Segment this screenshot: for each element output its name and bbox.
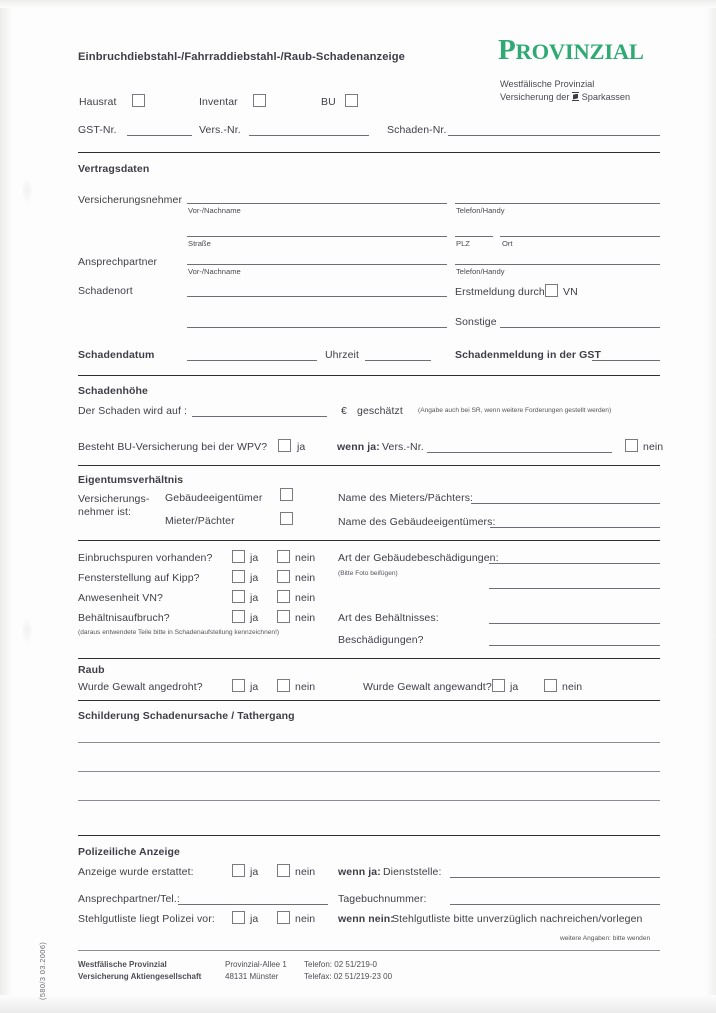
label-einbruchspuren-ja: ja: [250, 552, 259, 564]
field-schaden-nr[interactable]: [448, 135, 660, 136]
label-fensterstellung-nein: nein: [295, 572, 316, 584]
label-gewalt-angedroht-nein: nein: [295, 681, 316, 693]
checkbox-behaeltnisaufbruch-ja[interactable]: [232, 610, 245, 623]
checkbox-anwesenheit-vn-nein[interactable]: [277, 590, 290, 603]
field-name-mieter[interactable]: [471, 503, 660, 504]
question-einbruchspuren: Einbruchspuren vorhanden?: [78, 552, 213, 564]
field-label-schaden-nr: Schaden-Nr.: [387, 124, 447, 136]
question-gewalt-angedroht: Wurde Gewalt angedroht?: [78, 681, 203, 693]
checkbox-gebaeudeeigentuemer[interactable]: [280, 488, 293, 501]
footer-phone: Telefon: 02 51/219-0: [304, 960, 377, 969]
field-label-gst-nr: GST-Nr.: [78, 124, 117, 136]
label-mieter-paechter: Mieter/Pächter: [165, 515, 235, 527]
logo-wordmark: ROVINZIAL: [515, 39, 644, 64]
field-dienststelle[interactable]: [450, 877, 660, 878]
label-gewalt-angewandt-ja: ja: [510, 681, 519, 693]
footer-address-line2: 48131 Münster: [225, 972, 279, 981]
label-anwesenheit-vn-ja: ja: [250, 592, 259, 604]
field-label-vers-nr: Vers.-Nr.: [199, 124, 241, 136]
form-code: (580/3 03.2006): [38, 941, 47, 1000]
field-vn-telefon[interactable]: [455, 203, 660, 204]
note-schadenhoehe: (Angabe auch bei SR, wenn weitere Forderungen gestellt werden): [418, 407, 612, 414]
label-wenn-nein: wenn nein:: [338, 913, 394, 925]
field-schadenmeldung-gst[interactable]: [592, 360, 660, 361]
checkbox-label-bu: BU: [321, 96, 336, 108]
checkbox-anzeige-erstattet-nein[interactable]: [277, 864, 290, 877]
hint-vn-ort: Ort: [502, 239, 513, 248]
field-schadenort-2[interactable]: [187, 327, 447, 328]
label-sonstige: Sonstige: [455, 316, 497, 328]
section-heading-schilderung: Schilderung Schadenursache / Tathergang: [78, 710, 295, 722]
label-behaeltnisaufbruch-ja: ja: [250, 612, 259, 624]
divider-eigentumsverhaeltnis: [78, 540, 660, 541]
field-schadendatum[interactable]: [187, 360, 317, 361]
label-tagebuchnummer: Tagebuchnummer:: [338, 893, 427, 905]
field-ap-telefon[interactable]: [455, 264, 660, 265]
label-vn-ist-line2: nehmer ist:: [78, 506, 132, 518]
divider-einbruch: [78, 658, 660, 659]
divider-footer: [78, 950, 660, 951]
label-gewalt-angedroht-ja: ja: [250, 681, 259, 693]
checkbox-gewalt-angedroht-ja[interactable]: [232, 679, 245, 692]
hint-vn-name: Vor-/Nachname: [188, 206, 241, 215]
checkbox-bu-versicherung-ja[interactable]: [278, 439, 291, 452]
schilderung-line-1[interactable]: [78, 742, 660, 743]
label-anzeige-erstattet-nein: nein: [295, 866, 316, 878]
label-schadenmeldung-gst: Schadenmeldung in der GST: [455, 349, 602, 361]
divider-raub: [78, 700, 660, 701]
question-anwesenheit-vn: Anwesenheit VN?: [78, 592, 163, 604]
field-art-gebaeudebeschaedigungen-1[interactable]: [489, 563, 660, 564]
question-behaeltnisaufbruch: Behältnisaufbruch?: [78, 612, 170, 624]
punch-hole-bottom: [22, 620, 32, 642]
checkbox-label-inventar: Inventar: [199, 96, 238, 108]
label-dienststelle: Dienststelle:: [383, 866, 442, 878]
checkbox-gewalt-angedroht-nein[interactable]: [277, 679, 290, 692]
checkbox-erstmeldung-vn[interactable]: [545, 284, 558, 297]
label-anzeige-erstattet: Anzeige wurde erstattet:: [78, 866, 194, 878]
field-beschaedigungen[interactable]: [489, 645, 660, 646]
section-heading-polizeiliche-anzeige: Polizeiliche Anzeige: [78, 846, 180, 858]
note-weitere-angaben: weitere Angaben: bitte wenden: [560, 935, 651, 942]
label-bu-ja: ja: [297, 441, 306, 453]
checkbox-anzeige-erstattet-ja[interactable]: [232, 864, 245, 877]
label-versicherungsnehmer: Versicherungsnehmer: [78, 194, 183, 206]
checkbox-hausrat[interactable]: [132, 94, 145, 107]
checkbox-mieter-paechter[interactable]: [280, 512, 293, 525]
field-vn-name[interactable]: [187, 203, 447, 204]
divider-vertragsdaten: [78, 375, 660, 376]
label-vn-ist-line1: Versicherungs-: [78, 493, 150, 505]
field-vn-strasse[interactable]: [187, 236, 447, 237]
label-uhrzeit: Uhrzeit: [325, 349, 359, 361]
label-ansprechpartner: Ansprechpartner: [78, 256, 158, 268]
brand-subline-2-after: Sparkassen: [581, 92, 631, 102]
label-beschaedigungen: Beschädigungen?: [338, 634, 424, 646]
label-wenn-nein-text: Stehlgutliste bitte unverzüglich nachreichen/vorlegen: [392, 913, 643, 925]
scan-edge-right: [706, 0, 716, 1013]
hint-ap-name: Vor-/Nachname: [188, 267, 241, 276]
divider-schilderung: [78, 835, 660, 836]
label-behaeltnisaufbruch-nein: nein: [295, 612, 316, 624]
checkbox-anwesenheit-vn-ja[interactable]: [232, 590, 245, 603]
checkbox-fensterstellung-ja[interactable]: [232, 570, 245, 583]
divider-header: [78, 152, 660, 153]
label-name-gebaeudeeigentuemer: Name des Gebäudeeigentümers:: [338, 516, 496, 528]
field-schadenort-1[interactable]: [187, 296, 447, 297]
label-stehlgutliste-ja: ja: [250, 913, 259, 925]
logo-initial: P: [498, 34, 516, 66]
checkbox-bu[interactable]: [345, 94, 358, 107]
label-currency: €: [341, 405, 347, 417]
brand-subline-2-before: Versicherung der: [500, 92, 570, 102]
field-schadenbetrag[interactable]: [192, 416, 327, 417]
field-sonstige[interactable]: [500, 327, 660, 328]
sparkassen-icon: [572, 92, 579, 101]
checkbox-bu-versicherung-nein[interactable]: [625, 439, 638, 452]
question-fensterstellung: Fensterstellung auf Kipp?: [78, 572, 200, 584]
field-ap-name[interactable]: [187, 264, 447, 265]
label-bu-nein: nein: [643, 441, 664, 453]
label-anzeige-erstattet-ja: ja: [250, 866, 259, 878]
question-gewalt-angewandt: Wurde Gewalt angewandt?: [363, 681, 492, 693]
label-schadendatum: Schadendatum: [78, 349, 155, 361]
label-fensterstellung-ja: ja: [250, 572, 259, 584]
checkbox-einbruchspuren-nein[interactable]: [277, 550, 290, 563]
label-stehlgutliste-nein: nein: [295, 913, 316, 925]
section-heading-raub: Raub: [78, 664, 105, 676]
label-name-mieter: Name des Mieters/Pächters:: [338, 492, 474, 504]
label-anwesenheit-vn-nein: nein: [295, 592, 316, 604]
label-ansprechpartner-tel: Ansprechpartner/Tel.:: [78, 893, 180, 905]
checkbox-gewalt-angewandt-nein[interactable]: [544, 679, 557, 692]
scan-edge-left: [0, 0, 14, 1013]
footer-company-line2: Versicherung Aktiengesellschaft: [78, 972, 202, 981]
section-heading-eigentumsverhaeltnis: Eigentumsverhältnis: [78, 474, 184, 486]
schilderung-line-3[interactable]: [78, 800, 660, 801]
brand-subline: [500, 78, 630, 104]
footer-company-line1: Westfälische Provinzial: [78, 960, 167, 969]
hint-vn-plz: PLZ: [456, 239, 470, 248]
checkbox-stehlgutliste-ja[interactable]: [232, 911, 245, 924]
brand-subline-1: Westfälische Provinzial: [500, 79, 595, 89]
section-heading-schadenhoehe: Schadenhöhe: [78, 385, 148, 397]
brand-subline-2: [500, 91, 630, 104]
checkbox-inventar[interactable]: [253, 94, 266, 107]
checkbox-stehlgutliste-nein[interactable]: [277, 911, 290, 924]
divider-schadenhoehe: [78, 465, 660, 466]
label-geschaetzt: geschätzt: [357, 405, 403, 417]
label-gebaeudeeigentuemer: Gebäudeeigentümer: [165, 492, 263, 504]
footer-fax: Telefax: 02 51/219-23 00: [304, 972, 393, 981]
label-schadenort: Schadenort: [78, 285, 133, 297]
field-name-gebaeudeeigentuemer[interactable]: [490, 527, 660, 528]
label-stehlgutliste: Stehlgutliste liegt Polizei vor:: [78, 913, 215, 925]
field-gst-nr[interactable]: [127, 135, 192, 136]
checkbox-einbruchspuren-ja[interactable]: [232, 550, 245, 563]
scan-edge-top: [0, 0, 716, 8]
field-tagebuchnummer[interactable]: [450, 904, 660, 905]
field-art-behaeltnis[interactable]: [489, 623, 660, 624]
checkbox-label-hausrat: Hausrat: [79, 96, 117, 108]
checkbox-gewalt-angewandt-ja[interactable]: [492, 679, 505, 692]
checkbox-fensterstellung-nein[interactable]: [277, 570, 290, 583]
scan-edge-bottom: [0, 995, 716, 1013]
label-art-behaeltnis: Art des Behältnisses:: [338, 612, 439, 624]
field-vn-ort[interactable]: [500, 236, 660, 237]
page-title: Einbruchdiebstahl-/Fahrraddiebstahl-/Raub-Schadenanzeige: [78, 51, 405, 63]
footer-address-line1: Provinzial-Allee 1: [225, 960, 287, 969]
label-erstmeldung-vn: VN: [563, 286, 578, 298]
field-vers-nr[interactable]: [249, 135, 369, 136]
field-bu-vers-nr[interactable]: [427, 452, 612, 453]
hint-ap-telefon: Telefon/Handy: [456, 267, 505, 276]
checkbox-behaeltnisaufbruch-nein[interactable]: [277, 610, 290, 623]
hint-vn-strasse: Straße: [188, 239, 211, 248]
hint-foto-beifuegen: (Bitte Foto beifügen): [338, 570, 398, 577]
label-wenn-ja-polizei: wenn ja:: [338, 866, 381, 878]
field-art-gebaeudebeschaedigungen-2[interactable]: [489, 588, 660, 589]
label-erstmeldung: Erstmeldung durch: [455, 286, 545, 298]
label-bu-versicherung-frage: Besteht BU-Versicherung bei der WPV?: [78, 441, 268, 453]
label-gewalt-angewandt-nein: nein: [562, 681, 583, 693]
schilderung-line-2[interactable]: [78, 771, 660, 772]
provinzial-logo: [498, 36, 644, 65]
field-vn-plz[interactable]: [455, 236, 493, 237]
label-art-gebaeudebeschaedigungen: Art der Gebäudebeschädigungen:: [338, 552, 499, 564]
field-uhrzeit[interactable]: [365, 360, 431, 361]
field-ansprechpartner-tel[interactable]: [178, 904, 328, 905]
label-wenn-ja-bu: wenn ja:: [337, 441, 380, 453]
label-einbruchspuren-nein: nein: [295, 552, 316, 564]
hint-vn-telefon: Telefon/Handy: [456, 206, 505, 215]
footnote-behaeltnisaufbruch: (daraus entwendete Teile bitte in Schadenaufstellung kennzeichnen!): [78, 629, 280, 636]
section-heading-vertragsdaten: Vertragsdaten: [78, 163, 150, 175]
label-bu-vers-nr: Vers.-Nr.: [382, 441, 424, 453]
punch-hole-top: [22, 180, 32, 202]
label-schadenbetrag: Der Schaden wird auf :: [78, 405, 188, 417]
